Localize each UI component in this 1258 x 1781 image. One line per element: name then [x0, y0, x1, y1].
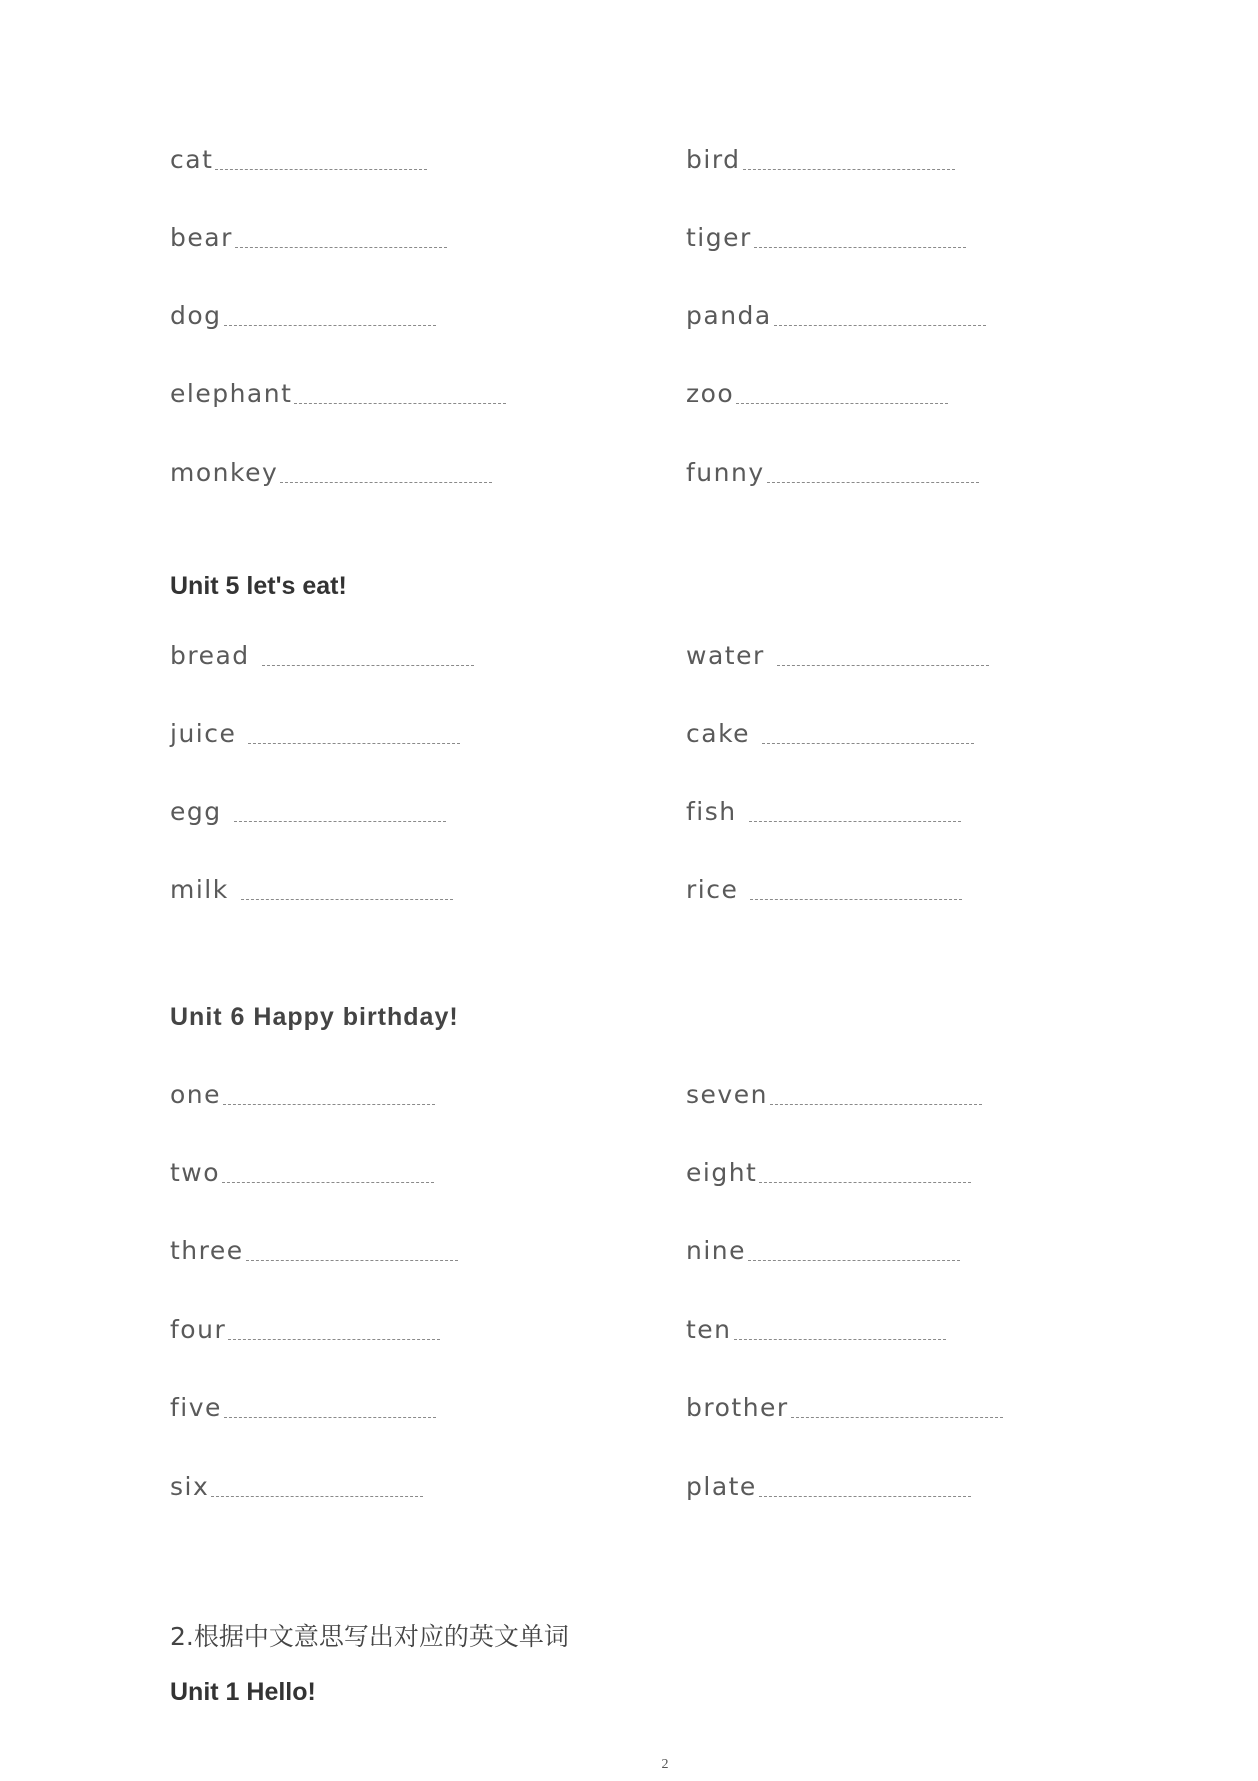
- unit1-heading: Unit 1 Hello!: [170, 1678, 316, 1706]
- answer-blank[interactable]: [224, 1416, 436, 1418]
- word-row: [0, 138, 1258, 182]
- answer-blank[interactable]: [767, 481, 979, 483]
- answer-blank[interactable]: [224, 324, 436, 326]
- word-text: water: [686, 641, 765, 670]
- word-row: [0, 1229, 1258, 1273]
- word-item: [170, 1229, 458, 1273]
- word-item: [686, 1386, 1003, 1430]
- word-row: [0, 868, 1258, 912]
- word-text: elephant: [170, 379, 293, 408]
- answer-blank[interactable]: [235, 246, 447, 248]
- word-item: [686, 1073, 982, 1117]
- unit6-heading: Unit 6 Happy birthday!: [170, 1003, 459, 1031]
- answer-blank[interactable]: [749, 820, 961, 822]
- word-text: zoo: [686, 379, 735, 408]
- word-row: [0, 294, 1258, 338]
- answer-blank[interactable]: [736, 402, 948, 404]
- answer-blank[interactable]: [774, 324, 986, 326]
- answer-blank[interactable]: [754, 246, 966, 248]
- answer-blank[interactable]: [222, 1181, 434, 1183]
- word-item: [686, 790, 961, 834]
- word-item: [170, 868, 453, 912]
- word-item: [170, 294, 436, 338]
- answer-blank[interactable]: [262, 664, 474, 666]
- word-item: [686, 634, 989, 678]
- word-row: [0, 712, 1258, 756]
- word-text: bear: [170, 223, 233, 252]
- word-row: [0, 1386, 1258, 1430]
- word-item: [170, 1386, 436, 1430]
- answer-blank[interactable]: [241, 898, 453, 900]
- answer-blank[interactable]: [734, 1338, 946, 1340]
- word-item: [170, 790, 446, 834]
- answer-blank[interactable]: [294, 402, 506, 404]
- word-text: nine: [686, 1236, 747, 1265]
- word-item: [170, 712, 460, 756]
- word-item: [686, 712, 974, 756]
- word-item: [170, 138, 427, 182]
- word-text: tiger: [686, 223, 752, 252]
- word-item: [686, 216, 966, 260]
- word-item: [686, 868, 962, 912]
- word-text: five: [170, 1393, 222, 1422]
- word-text: eight: [686, 1158, 758, 1187]
- word-text: six: [170, 1472, 210, 1501]
- word-row: [0, 790, 1258, 834]
- word-text: funny: [686, 458, 765, 487]
- word-text: one: [170, 1080, 222, 1109]
- section2-instruction: 2.根据中文意思写出对应的英文单词: [170, 1622, 569, 1651]
- word-row: [0, 451, 1258, 495]
- word-row: [0, 372, 1258, 416]
- word-row: [0, 634, 1258, 678]
- word-item: [686, 1229, 960, 1273]
- answer-blank[interactable]: [234, 820, 446, 822]
- word-text: juice: [170, 719, 237, 748]
- page-number: 2: [661, 1757, 669, 1772]
- word-text: seven: [686, 1080, 768, 1109]
- word-item: [170, 451, 492, 495]
- answer-blank[interactable]: [770, 1103, 982, 1105]
- word-item: [170, 1073, 435, 1117]
- word-text: ten: [686, 1315, 732, 1344]
- answer-blank[interactable]: [248, 742, 460, 744]
- word-item: [686, 1465, 971, 1509]
- word-row: [0, 1073, 1258, 1117]
- answer-blank[interactable]: [762, 742, 974, 744]
- word-text: egg: [170, 797, 222, 826]
- word-text: cat: [170, 145, 214, 174]
- answer-blank[interactable]: [750, 898, 962, 900]
- answer-blank[interactable]: [748, 1259, 960, 1261]
- word-text: bird: [686, 145, 741, 174]
- word-item: [170, 1308, 440, 1352]
- word-text: bread: [170, 641, 250, 670]
- answer-blank[interactable]: [211, 1495, 423, 1497]
- word-text: dog: [170, 301, 222, 330]
- word-item: [170, 1151, 434, 1195]
- answer-blank[interactable]: [743, 168, 955, 170]
- word-text: milk: [170, 875, 229, 904]
- word-item: [686, 1151, 971, 1195]
- word-text: plate: [686, 1472, 757, 1501]
- word-row: [0, 1465, 1258, 1509]
- word-item: [686, 1308, 946, 1352]
- word-text: two: [170, 1158, 221, 1187]
- word-item: [170, 634, 474, 678]
- unit5-heading: Unit 5 let's eat!: [170, 572, 347, 600]
- word-text: three: [170, 1236, 244, 1265]
- word-text: monkey: [170, 458, 279, 487]
- answer-blank[interactable]: [759, 1181, 971, 1183]
- word-text: brother: [686, 1393, 789, 1422]
- word-text: panda: [686, 301, 772, 330]
- answer-blank[interactable]: [791, 1416, 1003, 1418]
- word-text: cake: [686, 719, 751, 748]
- word-text: four: [170, 1315, 227, 1344]
- word-row: [0, 1151, 1258, 1195]
- word-text: rice: [686, 875, 739, 904]
- word-row: [0, 1308, 1258, 1352]
- answer-blank[interactable]: [228, 1338, 440, 1340]
- word-text: fish: [686, 797, 737, 826]
- word-item: [170, 1465, 423, 1509]
- answer-blank[interactable]: [777, 664, 989, 666]
- word-item: [170, 216, 447, 260]
- word-item: [170, 372, 506, 416]
- answer-blank[interactable]: [215, 168, 427, 170]
- word-row: [0, 216, 1258, 260]
- word-item: [686, 372, 948, 416]
- answer-blank[interactable]: [280, 481, 492, 483]
- answer-blank[interactable]: [246, 1259, 458, 1261]
- word-item: [686, 138, 955, 182]
- answer-blank[interactable]: [759, 1495, 971, 1497]
- word-item: [686, 294, 986, 338]
- word-item: [686, 451, 979, 495]
- answer-blank[interactable]: [223, 1103, 435, 1105]
